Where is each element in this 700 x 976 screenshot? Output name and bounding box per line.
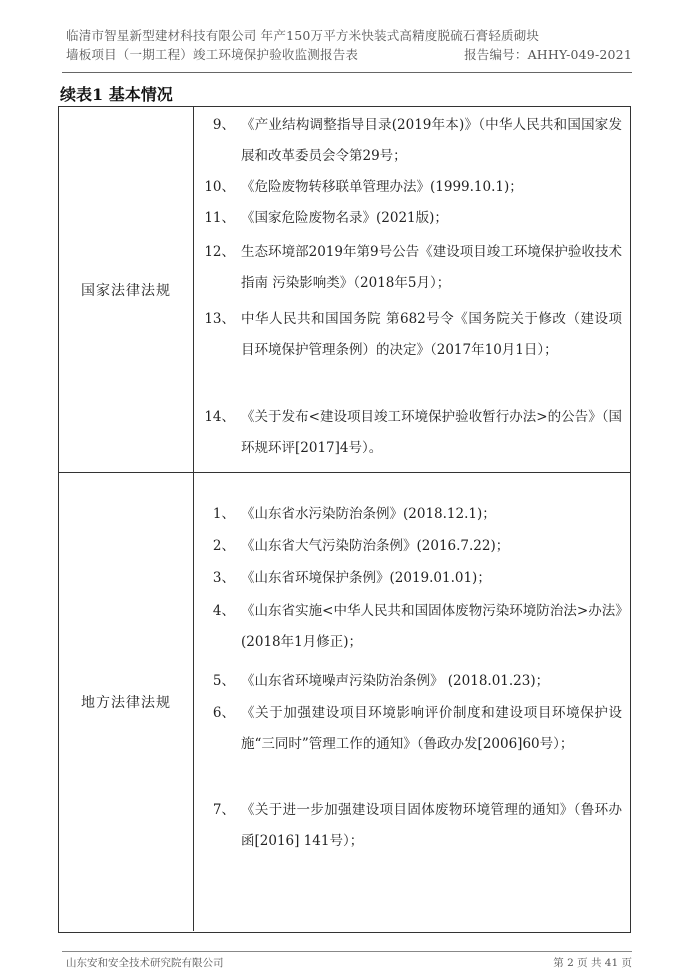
item-number: 9、: [212, 117, 235, 133]
header-divider: [62, 72, 632, 73]
item-text: 《关于发布<建设项目竣工环境保护验收暂行办法>的公告》（国环规环评[2017]4号）。: [241, 409, 622, 456]
basic-info-table: [58, 106, 631, 933]
header-title-line2: 墙板项目（一期工程）竣工环境保护验收监测报告表: [66, 47, 359, 62]
item-number: 6、: [212, 705, 235, 721]
item-text: 《关于加强建设项目环境影响评价制度和建设项目环境保护设施“三同时”管理工作的通知》（鲁政办发[2006]60号）；: [241, 705, 622, 752]
section-title: 续表1 基本情况: [60, 85, 173, 104]
item-text: 《国家危险废物名录》(2021版)；: [241, 210, 448, 226]
national-laws-label: 国家法律法规: [59, 107, 194, 472]
item-number: 11、: [204, 210, 235, 226]
item-number: 12、: [204, 244, 235, 260]
item-number: 1、: [212, 506, 235, 522]
report-number: 报告编号：AHHY-049-2021: [464, 47, 632, 62]
local-laws-list: [193, 473, 630, 931]
footer-divider: [62, 951, 632, 952]
item-text: 中华人民共和国国务院 第682号令《国务院关于修改（建设项目环境保护管理条例）的决定》（2017年10月1日）；: [241, 311, 622, 358]
local-laws-label: 地方法律法规: [59, 473, 194, 931]
header-title-line2-row: [66, 45, 632, 64]
item-number: 14、: [204, 409, 235, 425]
item-number: 4、: [212, 603, 235, 619]
item-number: 3、: [212, 570, 235, 586]
item-text: 《山东省大气污染防治条例》(2016.7.22)；: [241, 538, 510, 554]
header-title-line1: 临清市智星新型建材科技有限公司 年产150万平方米快装式高精度脱硫石膏轻质砌块: [66, 28, 540, 43]
item-text: 生态环境部2019年第9号公告《建设项目竣工环境保护验收技术指南 污染影响类》（2018年5月）；: [241, 244, 622, 291]
item-text: 《山东省实施<中华人民共和国固体废物污染环境防治法>办法》(2018年1月修正)；: [241, 603, 622, 650]
national-laws-row: [59, 107, 630, 473]
local-laws-row: [59, 473, 630, 931]
page-footer: [66, 955, 632, 970]
page-header: [66, 26, 632, 64]
item-number: 13、: [204, 311, 235, 327]
item-number: 7、: [212, 802, 235, 818]
item-text: 《山东省环境噪声污染防治条例》 (2018.01.23)；: [241, 673, 550, 689]
item-text: 《产业结构调整指导目录(2019年本)》（中华人民共和国国家发展和改革委员会令第29号；: [241, 117, 622, 164]
footer-organization: 山东安和安全技术研究院有限公司: [66, 957, 224, 969]
national-laws-list: [193, 107, 630, 472]
page-number: 第 2 页 共 41 页: [553, 957, 632, 969]
item-text: 《关于进一步加强建设项目固体废物环境管理的通知》（鲁环办函[2016] 141号）；: [241, 802, 622, 849]
item-number: 5、: [212, 673, 235, 689]
item-text: 《危险废物转移联单管理办法》(1999.10.1)；: [241, 179, 523, 195]
item-number: 2、: [212, 538, 235, 554]
item-number: 10、: [204, 179, 235, 195]
item-text: 《山东省环境保护条例》(2019.01.01)；: [241, 570, 491, 586]
item-text: 《山东省水污染防治条例》(2018.12.1)；: [241, 506, 496, 522]
